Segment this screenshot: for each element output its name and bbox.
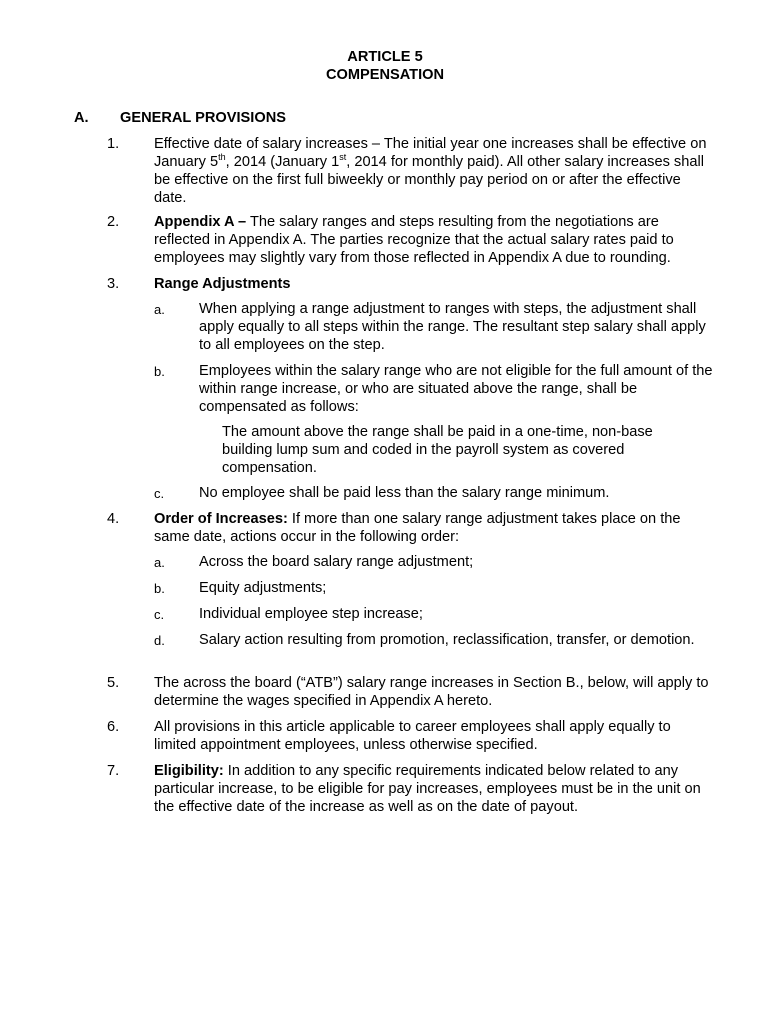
sub-item-letter: c. — [154, 607, 165, 622]
sub-item-letter: a. — [154, 555, 165, 570]
item-number: 3. — [107, 276, 120, 292]
item-number: 4. — [107, 511, 120, 527]
item-number: 5. — [107, 675, 120, 691]
item-number: 2. — [107, 214, 120, 230]
sub-item-letter: a. — [154, 302, 165, 317]
item-text: Effective date of salary increases – The initial year one increases shall be effective on January 5th, 2014 (January 1st, 2014 for monthly paid). All other salary increases shall be effective on the first full biweekly or monthly pay period on or after the effective date. — [154, 136, 707, 206]
sub-item-letter: b. — [154, 364, 165, 379]
item-number: 7. — [107, 763, 120, 779]
article-number: ARTICLE 5 — [347, 49, 423, 65]
item-number: 1. — [107, 136, 120, 152]
indented-paragraph: The amount above the range shall be paid in a one-time, non-base building lump sum and coded in the payroll system as covered compensation. — [222, 424, 653, 476]
sub-item-letter: d. — [154, 633, 165, 648]
sub-item-text: Equity adjustments; — [199, 580, 327, 596]
item-heading: Range Adjustments — [154, 276, 291, 292]
item-text: Appendix A – The salary ranges and steps resulting from the negotiations are reflected in Appendix A. The parties recognize that the actual salary rates paid to employees may slightly vary from those reflected in Appendix A due to rounding. — [154, 214, 674, 266]
sub-item-letter: b. — [154, 581, 165, 596]
article-title: COMPENSATION — [325, 67, 445, 83]
section-letter: A. — [74, 110, 89, 126]
sub-item-letter: c. — [154, 486, 165, 501]
item-text: All provisions in this article applicable to career employees shall apply equally to limited appointment employees, unless otherwise specified. — [154, 719, 671, 753]
item-number: 6. — [107, 719, 120, 735]
item-text: The across the board (“ATB”) salary range increases in Section B., below, will apply to determine the wages specified in Appendix A hereto. — [154, 675, 709, 709]
sub-item-text: Individual employee step increase; — [199, 606, 423, 622]
item-text: Order of Increases: If more than one salary range adjustment takes place on the same date, actions occur in the following order: — [154, 511, 681, 545]
sub-item-text: When applying a range adjustment to ranges with steps, the adjustment shall apply equally to all steps within the range. The resultant step salary shall apply to all employees on the step. — [199, 301, 706, 353]
sub-item-text: Salary action resulting from promotion, reclassification, transfer, or demotion. — [199, 632, 695, 648]
sub-item-text: Across the board salary range adjustment; — [199, 554, 474, 570]
item-text: Eligibility: In addition to any specific requirements indicated below related to any particular increase, to be eligible for pay increases, employees must be in the unit on the effective date of the increase as well as on the date of payout. — [154, 763, 701, 815]
section-title: GENERAL PROVISIONS — [120, 110, 286, 126]
sub-item-text: No employee shall be paid less than the salary range minimum. — [199, 485, 610, 501]
sub-item-text: Employees within the salary range who are not eligible for the full amount of the within range increase, or who are situated above the range, shall be compensated as follows: — [199, 363, 713, 415]
